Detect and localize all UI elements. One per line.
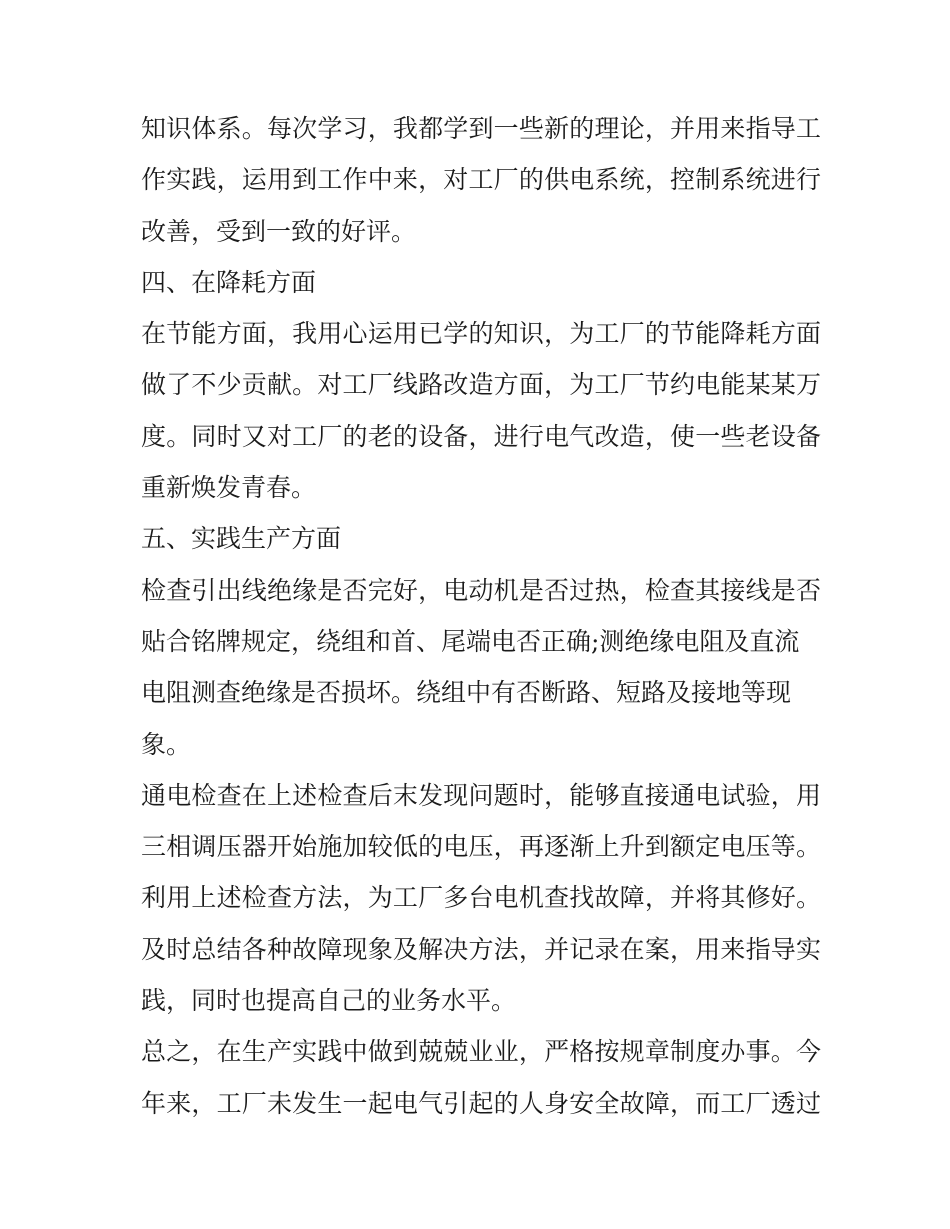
text-line: 总之，在生产实践中做到兢兢业业，严格按规章制度办事。今 — [141, 1037, 821, 1067]
text-line: 象。 — [141, 729, 192, 759]
text-line: 及时总结各种故障现象及解决方法，并记录在案，用来指导实 — [141, 934, 821, 964]
text-line: 做了不少贡献。对工厂线路改造方面，为工厂节约电能某某万 — [141, 370, 821, 400]
text-line: 重新焕发青春。 — [141, 473, 317, 503]
text-line: 通电检查在上述检查后末发现问题时，能够直接通电试验，用 — [141, 780, 821, 810]
text-line: 知识体系。每次学习，我都学到一些新的理论，并用来指导工 — [141, 114, 821, 143]
document-body — [141, 103, 821, 1129]
text-line: 检查引出线绝缘是否完好，电动机是否过热，检查其接线是否 — [141, 575, 821, 605]
text-line: 度。同时又对工厂的老的设备，进行电气改造，使一些老设备 — [141, 421, 821, 451]
text-line: 在节能方面，我用心运用已学的知识，为工厂的节能降耗方面 — [141, 319, 821, 349]
text-line: 年来，工厂未发生一起电气引起的人身安全故障，而工厂透过 — [141, 1088, 821, 1118]
text-line: 电阻测查绝缘是否损坏。绕组中有否断路、短路及接地等现 — [141, 678, 792, 708]
text-line: 作实践，运用到工作中来，对工厂的供电系统，控制系统进行 — [141, 165, 821, 195]
section-heading: 四、在降耗方面 — [141, 267, 317, 297]
text-line: 贴合铭牌规定，绕组和首、尾端电否正确;测绝缘电阻及直流 — [141, 626, 800, 656]
text-line: 践，同时也提高自己的业务水平。 — [141, 986, 517, 1016]
text-line: 三相调压器开始施加较低的电压，再逐渐上升到额定电压等。 — [141, 832, 821, 862]
text-line: 利用上述检查方法，为工厂多台电机查找故障，并将其修好。 — [141, 883, 821, 913]
text-line: 改善，受到一致的好评。 — [141, 216, 417, 246]
section-heading: 五、实践生产方面 — [141, 524, 342, 554]
